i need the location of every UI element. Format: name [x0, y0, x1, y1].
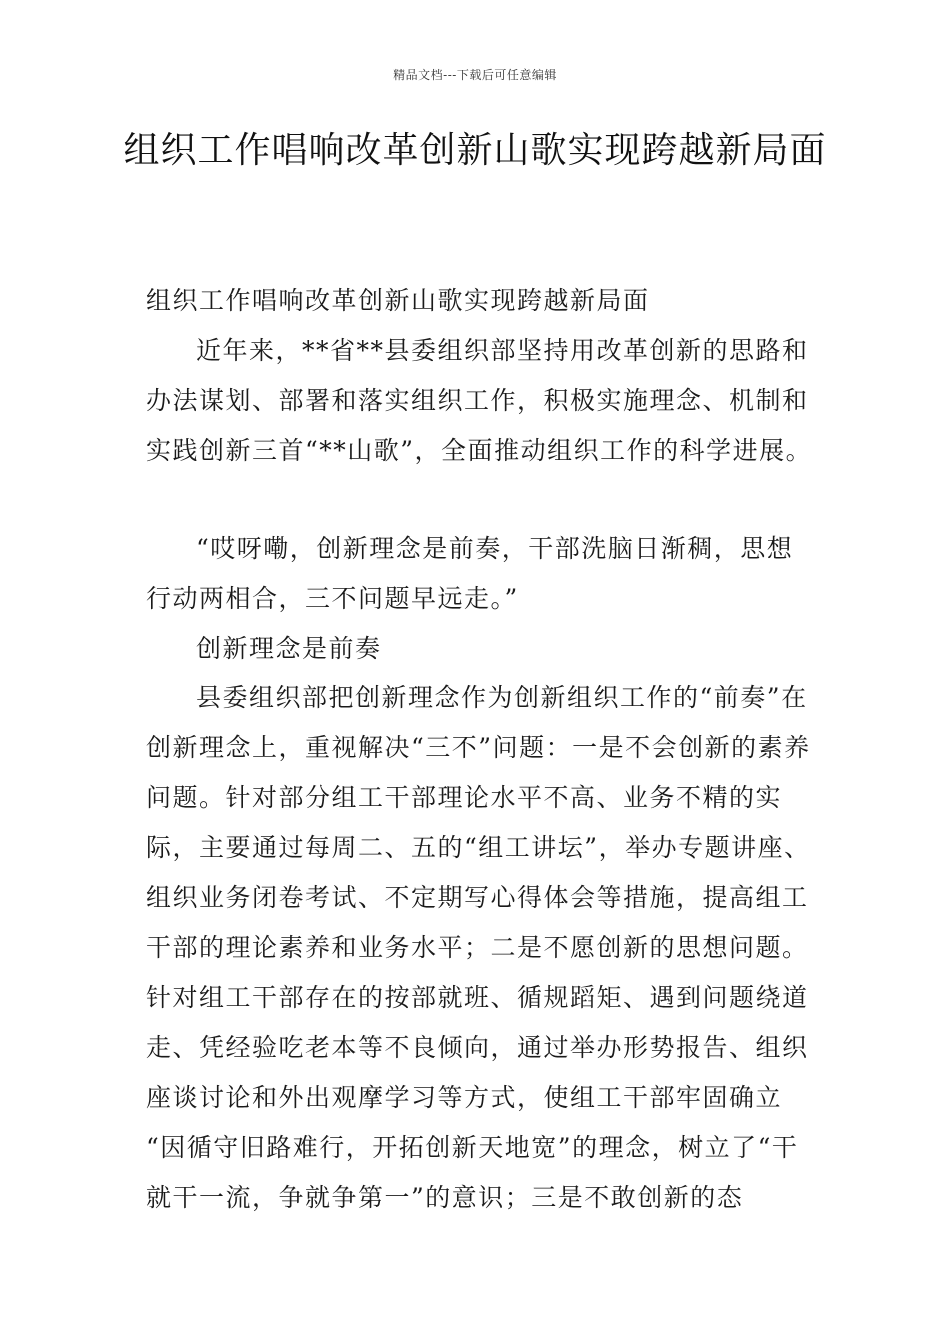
section-heading: 创新理念是前奏	[196, 634, 382, 663]
song-quote-paragraph: “哎呀嘞，创新理念是前奏，干部洗脑日渐稠，思想行动两相合，三不问题早远走。”	[146, 534, 794, 613]
document-title: 组织工作唱响改革创新山歌实现跨越新局面	[123, 130, 827, 171]
page-header-note: 精品文档---下载后可任意编辑	[393, 68, 557, 82]
body-paragraph: 县委组织部把创新理念作为创新组织工作的“前奏”在创新理念上，重视解决“三不”问题：一是不会创新的素养问题。针对部分组工干部理论水平不高、业务不精的实际，主要通过每周二、五的“组工讲坛”，举办专题讲座、组织业务闭卷考试、不定期写心得体会等措施，提高组工干部的理论素养和业务水平；二是不愿创新的思想问题。针对组工干部存在的按部就班、循规蹈矩、遇到问题绕道走、凭经验吃老本等不良倾向，通过举办形势报告、组织座谈讨论和外出观摩学习等方式，使组工干部牢固确立 “因循守旧路难行，开拓创新天地宽”的理念，树立了“干就干一流，争就争第一”的意识；三是不敢创新的态	[146, 683, 811, 1212]
document-subtitle: 组织工作唱响改革创新山歌实现跨越新局面	[146, 286, 650, 315]
intro-paragraph: 近年来，**省**县委组织部坚持用改革创新的思路和办法谋划、部署和落实组织工作，积极实施理念、机制和实践创新三首“**山歌”，全面推动组织工作的科学进展。	[146, 336, 813, 465]
